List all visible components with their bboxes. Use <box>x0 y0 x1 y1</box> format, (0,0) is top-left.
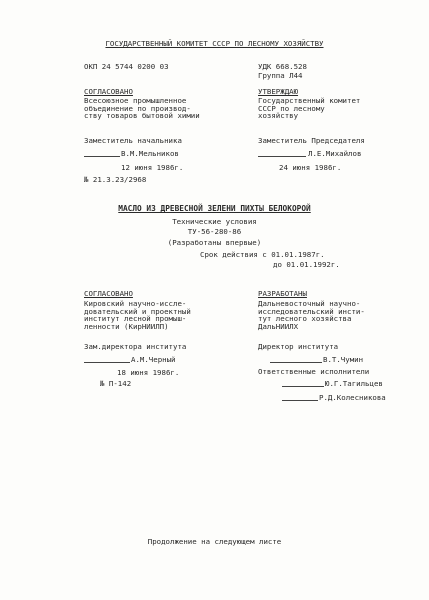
approval-right-title: УТВЕРЖДАЮ <box>258 87 299 96</box>
approval-left-position: Заместитель начальника <box>84 136 182 145</box>
developed-exec-2: Р.Д.Колесникова <box>319 393 386 402</box>
signature-line <box>258 156 306 157</box>
signature-line <box>84 362 130 363</box>
doc-validity-to: до 01.01.1992г. <box>273 260 340 269</box>
approval-left-title: СОГЛАСОВАНО <box>84 87 133 96</box>
doc-validity-from: Срок действия с 01.01.1987г. <box>200 250 325 259</box>
approval-right-signatory: Л.Е.Михайлов <box>308 149 362 158</box>
continued-note: Продолжение на следующем листе <box>147 537 282 546</box>
developed-signatory: В.Т.Чумин <box>323 355 364 364</box>
doc-note: (Разработаны впервые) <box>167 238 262 247</box>
developed-responsible: Ответственные исполнители <box>258 367 370 376</box>
agreed-org: Кировский научно-иссле- довательский и проектный институт лесной промыш- ленности (КирНИИЛП) <box>84 299 196 331</box>
agreed-signatory: А.М.Черный <box>131 355 176 364</box>
approval-left-org: Всесоюзное промышленное объединение по производ- ству товаров бытовой химии <box>84 96 200 121</box>
signature-line <box>84 156 120 157</box>
developed-position: Директор института <box>258 342 339 351</box>
developed-org: Дальневосточный научно- исследовательский инсти- тут лесного хозяйства ДальНИИЛХ <box>258 299 370 331</box>
approval-right-date: 24 июня 1986г. <box>279 163 342 172</box>
udk-code: УДК 668.528 <box>258 62 307 71</box>
signature-line <box>270 362 322 363</box>
doc-code: ТУ-56-280-86 <box>187 227 242 236</box>
agreed-position: Зам.директора института <box>84 342 187 351</box>
developed-exec-1: Ю.Г.Тагильцев <box>325 379 383 388</box>
signature-line <box>282 386 324 387</box>
developed-title: РАЗРАБОТАНЫ <box>258 289 307 298</box>
agreed-ref: № П-142 <box>100 379 132 388</box>
signature-line <box>282 400 318 401</box>
doc-title: МАСЛО ИЗ ДРЕВЕСНОЙ ЗЕЛЕНИ ПИХТЫ БЕЛОКОРОЙ <box>118 204 311 213</box>
agreed-title: СОГЛАСОВАНО <box>84 289 133 298</box>
approval-left-signatory: В.М.Мельников <box>121 149 179 158</box>
approval-right-position: Заместитель Председателя <box>258 136 365 145</box>
committee-heading: ГОСУДАРСТВЕННЫЙ КОМИТЕТ СССР ПО ЛЕСНОМУ ХОЗЯЙСТВУ <box>105 39 324 48</box>
approval-left-date: 12 июня 1986г. <box>121 163 184 172</box>
approval-left-ref: № 21.3.23/2968 <box>84 175 147 184</box>
approval-right-org: Государственный комитет СССР по лесному хозяйству <box>258 96 365 121</box>
okp-code: ОКП 24 5744 0200 03 <box>84 62 169 71</box>
doc-subtitle: Технические условия <box>172 217 257 226</box>
group-code: Группа Л44 <box>258 71 303 80</box>
agreed-date: 18 июня 1986г. <box>117 368 180 377</box>
